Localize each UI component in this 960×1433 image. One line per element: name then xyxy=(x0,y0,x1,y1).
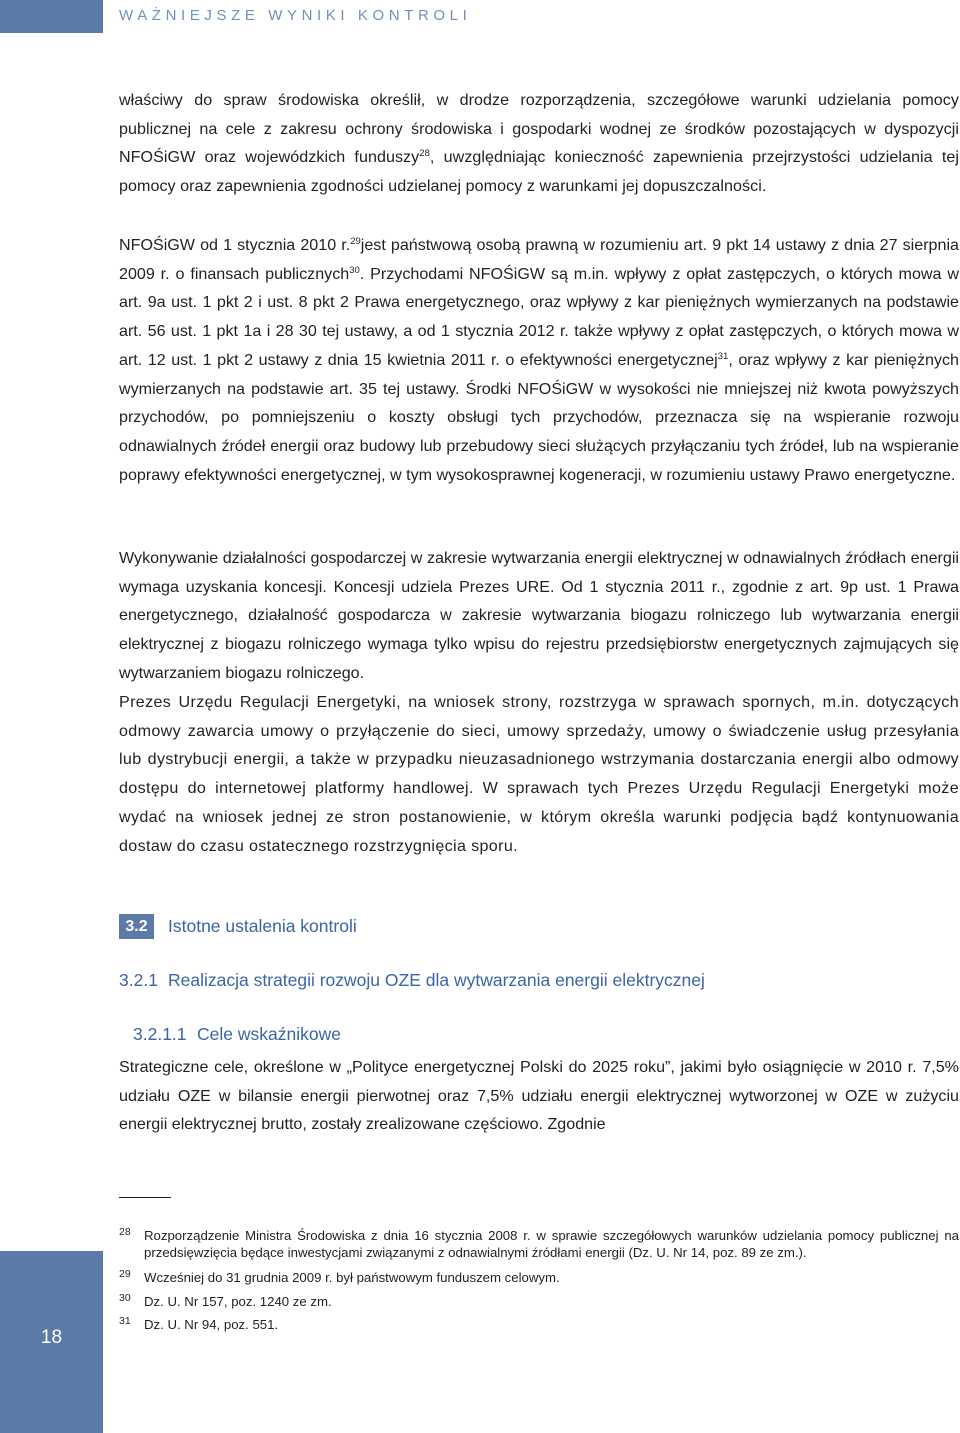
subsection-heading: Realizacja strategii rozwoju OZE dla wytwarzania energii elektrycznej xyxy=(168,970,705,990)
paragraph-2-text-d: , oraz wpływy z kar pieniężnych wymierzanych na podstawie art. 35 tej ustawy. Środki NFOŚiGW w wysokości nie mniejszej niż kwota powyższych przychodów, po pomniejszeniu o koszty obsługi tych przychodów, przeznacza się na wspieranie rozwoju odnawialnych źródeł energii oraz budowy lub przebudowy sieci służących przyłączaniu tych źródeł, lub na wspieranie poprawy efektywności energetycznej, w tym wysokosprawnej kogeneracji, w rozumieniu ustawy Prawo energetyczne. xyxy=(119,350,959,484)
section-number-badge: 3.2 xyxy=(119,914,154,939)
paragraph-1 xyxy=(119,86,959,201)
footnote-ref-28[interactable]: 28 xyxy=(419,148,430,160)
footnote-text: Dz. U. Nr 157, poz. 1240 ze zm. xyxy=(144,1294,332,1309)
footnote-ref-29[interactable]: 29 xyxy=(350,236,361,247)
paragraph-2-text-c: . Przychodami NFOŚiGW są m.in. wpływy z opłat zastępczych, o których mowa w art. 9a ust. 1 pkt 2 i ust. 8 pkt 2 Prawa energetycznego, oraz wpływy z kar pieniężnych wymierzanych na podstawie art. 56 ust. 1 pkt 1a i 28 30 tej ustawy, a od 1 stycznia 2012 r. także wpływy z opłat zastępczych, o których mowa w art. 12 ust. 1 pkt 2 ustawy z dnia 15 kwietnia 2011 r. o efektywności energetycznej xyxy=(119,264,959,369)
subsubsection-heading: Cele wskaźnikowe xyxy=(197,1024,341,1044)
page-number: 18 xyxy=(40,1327,63,1348)
paragraph-1-text-b: , uwzględniając konieczność zapewnienia przejrzystości udzielania tej pomocy oraz zapewnienia zgodności udzielanej pomocy z warunkami jej dopuszczalności. xyxy=(119,148,959,196)
footnote-ref-31[interactable]: 31 xyxy=(717,350,729,362)
page-number-block xyxy=(0,1251,103,1433)
footnote-number: 30 xyxy=(119,1292,131,1304)
paragraph-3: Wykonywanie działalności gospodarczej w zakresie wytwarzania energii elektrycznej w odnawialnych źródłach energii wymaga uzyskania koncesji. Koncesji udziela Prezes URE. Od 1 stycznia 2011 r., zgodnie z art. 9p ust. 1 Prawa energetycznego, działalność gospodarcza w zakresie wytwarzania biogazu rolniczego lub wytwarzania energii elektrycznej z biogazu rolniczego wymaga tylko wpisu do rejestru przedsiębiorstw energetycznych zajmujących się wytwarzaniem biogazu rolniczego. xyxy=(119,549,959,682)
footnote-ref-30[interactable]: 30 xyxy=(349,264,360,276)
footnote-separator xyxy=(119,1197,171,1198)
paragraph-5: Strategiczne cele, określone w „Polityce energetycznej Polski do 2025 roku”, jakimi było osiągnięcie w 2010 r. 7,5% udziału OZE w bilansie energii pierwotnej oraz 7,5% udziału energii elektrycznej wytworzonej w OZE w zużyciu energii elektrycznej brutto, zostały zrealizowane częściowo. Zgodnie xyxy=(119,1058,959,1134)
subsubsection-number: 3.2.1.1 xyxy=(133,1024,187,1044)
paragraph-1-text-a: właściwy do spraw środowiska określił, w drodze rozporządzenia, szczegółowe warunki udzielania pomocy publicznej na cele z zakresu ochrony środowiska i gospodarki wodnej ze środków pozostających w dyspozycji NFOŚiGW oraz wojewódzkich funduszy xyxy=(119,91,959,167)
footnote-number: 31 xyxy=(119,1315,131,1327)
footnote-number: 28 xyxy=(119,1226,131,1238)
footnote-text: Wcześniej do 31 grudnia 2009 r. był państwowym funduszem celowym. xyxy=(144,1270,560,1285)
footnote-text: Rozporządzenie Ministra Środowiska z dnia 16 stycznia 2008 r. w sprawie szczegółowych warunków udzielania pomocy publicznej na przedsięwzięcia będące inwestycjami związanymi z odnawialnymi źródłami energii (Dz. U. Nr 14, poz. 89 ze zm.). xyxy=(144,1228,959,1260)
section-heading: Istotne ustalenia kontroli xyxy=(168,916,357,936)
header-corner-block xyxy=(0,0,103,33)
footnote-text: Dz. U. Nr 94, poz. 551. xyxy=(144,1317,279,1332)
running-header: WAŻNIEJSZE WYNIKI KONTROLI xyxy=(119,7,472,24)
paragraph-4: Prezes Urzędu Regulacji Energetyki, na wniosek strony, rozstrzyga w sprawach spornych, m.in. dotyczących odmowy zawarcia umowy o przyłączenie do sieci, umowy sprzedaży, umowy o świadczenie usług przesyłania lub dystrybucji energii, a także w przypadku nieuzasadnionego wstrzymania dostarczania energii albo odmowy dostępu do internetowej platformy handlowej. W sprawach tych Prezes Urzędu Regulacji Energetyki może wydać na wniosek jednej ze stron postanowienie, w którym określa warunki podjęcia bądź kontynuowania dostaw do czasu ostatecznego rozstrzygnięcia sporu. xyxy=(119,693,959,855)
paragraph-2-text-b: jest państwową osobą prawną w rozumieniu art. 9 pkt 14 ustawy z dnia 27 sierpnia 2009 r. o finansach publicznych xyxy=(119,236,959,283)
paragraph-2 xyxy=(119,231,959,489)
footnote-number: 29 xyxy=(119,1268,131,1280)
subsection-number: 3.2.1 xyxy=(119,970,158,990)
paragraph-2-text-a: NFOŚiGW od 1 stycznia 2010 r. xyxy=(119,236,351,254)
